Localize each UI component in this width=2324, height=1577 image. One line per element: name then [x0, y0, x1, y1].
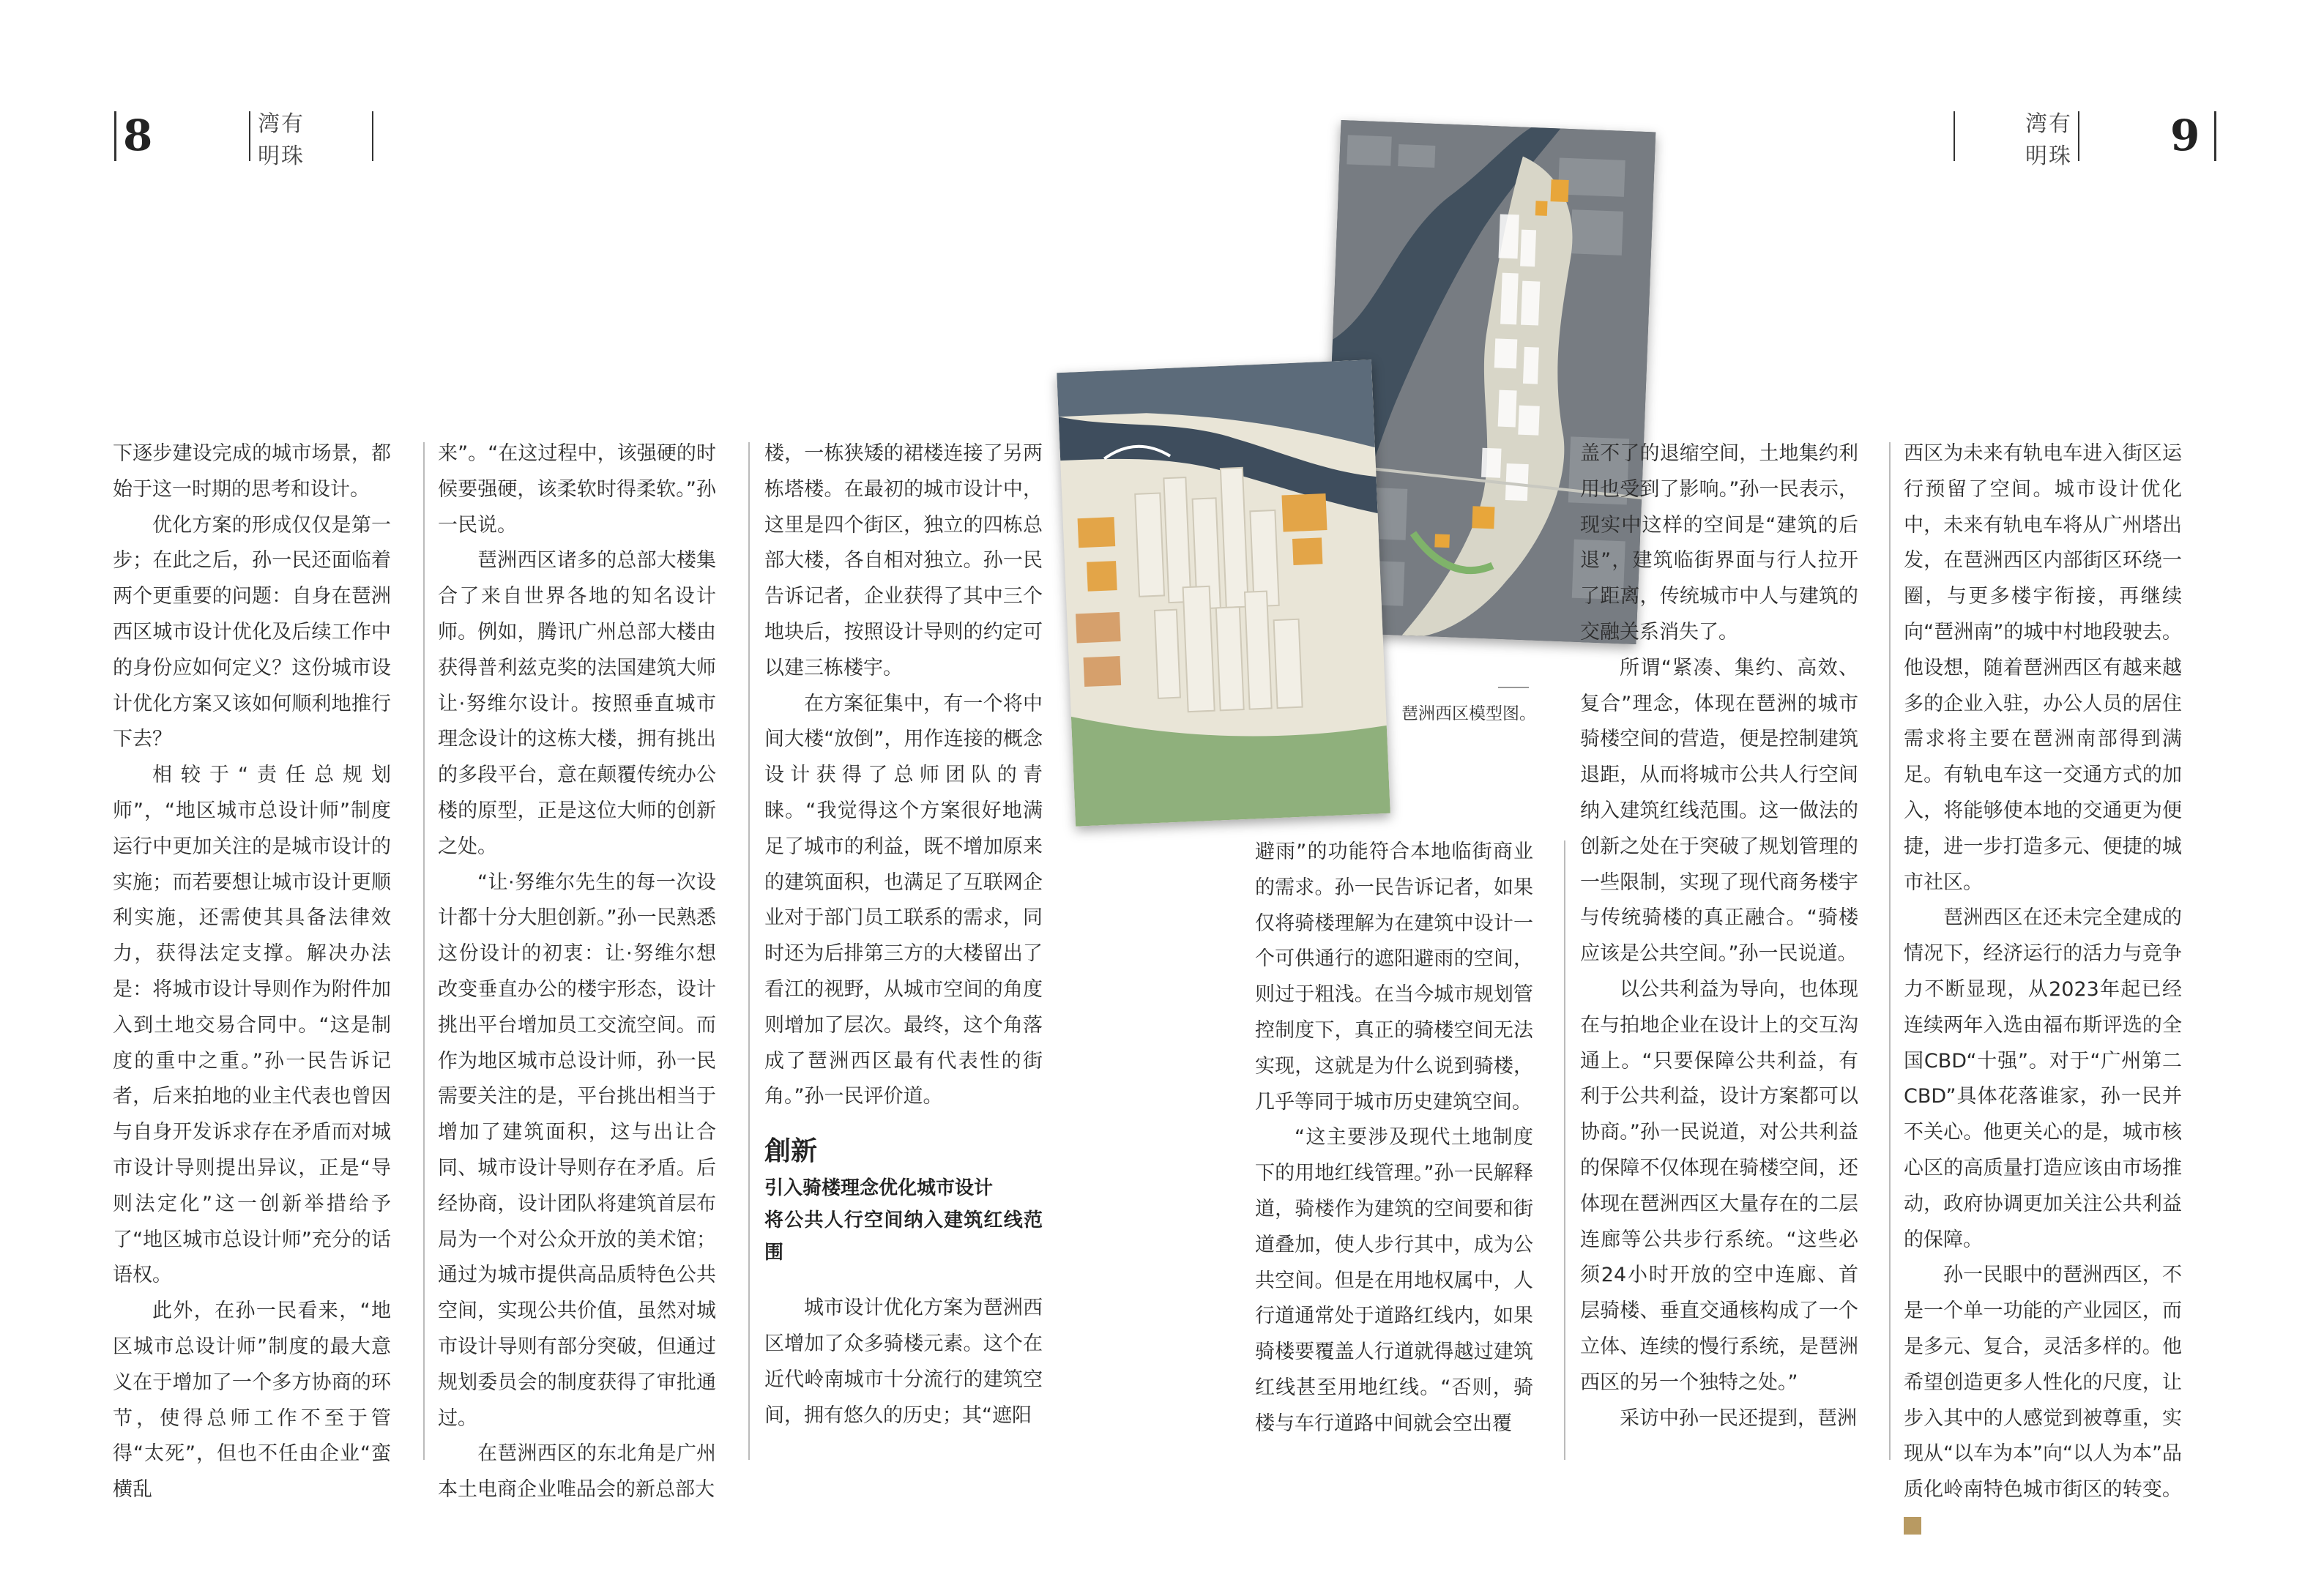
column-separator — [748, 442, 750, 1460]
paragraph: 来”。“在这过程中，该强硬的时候要强硬，该柔软时得柔软。”孙一民说。 — [438, 442, 716, 537]
left-section-end-rule — [372, 111, 373, 161]
article-column-4 — [1255, 835, 1533, 1442]
right-section-start-rule — [1954, 111, 1955, 161]
right-page-rule — [2214, 111, 2216, 161]
paragraph: 相较于“责任总规划师”，“地区城市总设计师”制度运行中更加关注的是城市设计的实施；而若要想让城市设计更顺利实施，还需使其具备法律效力，获得法定支撑。解决办法是：将城市设计导则作为附件加入到土地交易合同中。“这是制度的重中之重。”孙一民告诉记者，后来拍地的业主代表也曾因与自身开发诉求存在矛盾而对城市设计导则提出异议，正是“导则法定化”这一创新举措给予了“地区城市总设计师”充分的话语权。 — [113, 764, 391, 1287]
city-model-photo — [1057, 359, 1390, 826]
article-column-5 — [1580, 436, 1858, 1436]
section-subheading: 将公共人行空间纳入建筑红线范围 — [764, 1209, 1043, 1264]
article-column-1 — [113, 436, 391, 1508]
city-model-illustration — [1057, 359, 1390, 826]
article-column-6 — [1904, 436, 2182, 1544]
left-section-rule — [249, 111, 250, 161]
paragraph: 孙一民眼中的琶洲西区，不是一个单一功能的产业园区，而是多元、复合，灵活多样的。他希望创造更多人性化的尺度，让步入其中的人感觉到被尊重，实现从“以车为本”向“以人为本”品质化岭南特色城市街区的转变。万 — [1904, 1258, 2182, 1543]
column-separator — [1564, 840, 1565, 1460]
left-section-title — [258, 108, 305, 173]
left-section-line1: 湾有 — [258, 111, 305, 137]
paragraph: 城市设计优化方案为琶洲西区增加了众多骑楼元素。这个在近代岭南城市十分流行的建筑空间，拥有悠久的历史；其“遮阳 — [764, 1297, 1043, 1427]
paragraph: 以公共利益为导向，也体现在与拍地企业在设计上的交互沟通上。“只要保障公共利益，有利于公共利益，设计方案都可以协商。”孙一民说道，对公共利益的保障不仅体现在骑楼空间，还体现在琶洲西区大量存在的二层连廊等公共步行系统。“这些必须24小时开放的空中连廊、首层骑楼、垂直交通核构成了一个立体、连续的慢行系统，是琶洲西区的另一个独特之处。” — [1580, 977, 1858, 1394]
paragraph: 在琶洲西区的东北角是广州本土电商企业唯品会的新总部大 — [438, 1442, 716, 1502]
paragraph: “让·努维尔先生的每一次设计都十分大胆创新。”孙一民熟悉这份设计的初衷：让·努维尔想改变垂直办公的楼宇形态，设计挑出平台增加员工交流空间。而作为地区城市总设计师，孙一民需要关注的是，平台挑出相当于增加了建筑面积，这与出让合同、城市设计导则存在矛盾。后经协商，设计团队将建筑首层布局为一个对公众开放的美术馆；通过为城市提供高品质特色公共空间，实现公共价值，虽然对城市设计导则有部分突破，但通过规划委员会的制度获得了审批通过。 — [438, 870, 716, 1430]
right-section-line2: 明珠 — [2025, 143, 2072, 169]
paragraph: 此外，在孙一民看来，“地区城市总设计师”制度的最大意义在于增加了一个多方协商的环节，使得总师工作不至于管得“太死”，但也不任由企业“蛮横乱 — [113, 1300, 391, 1502]
paragraph: 所谓“紧凑、集约、高效、复合”理念，体现在琶洲的城市骑楼空间的营造，便是控制建筑退距，从而将城市公共人行空间纳入建筑红线范围。这一做法的创新之处在于突破了规划管理的一些限制，实现了现代商务楼宇与传统骑楼的真正融合。“骑楼应该是公共空间。”孙一民说道。 — [1580, 656, 1858, 966]
paragraph: 下逐步建设完成的城市场景，都始于这一时期的思考和设计。 — [113, 442, 391, 501]
left-page-rule — [114, 111, 116, 161]
paragraph: 琶洲西区诸多的总部大楼集合了来自世界各地的知名设计师。例如，腾讯广州总部大楼由获得普利兹克奖的法国建筑大师让·努维尔设计。按照垂直城市理念设计的这栋大楼，拥有挑出的多段平台，意在颠覆传统办公楼的原型，正是这位大师的创新之处。 — [438, 549, 716, 858]
paragraph: 楼，一栋狭矮的裙楼连接了另两栋塔楼。在最初的城市设计中，这里是四个街区，独立的四栋总部大楼，各自相对独立。孙一民告诉记者，企业获得了其中三个地块后，按照设计导则的约定可以建三栋楼宇。 — [764, 442, 1043, 679]
end-of-article-mark: 万 — [1904, 1517, 1921, 1535]
column-separator — [1889, 442, 1891, 1460]
article-column-2 — [438, 436, 716, 1508]
paragraph: 盖不了的退缩空间，土地集约利用也受到了影响。”孙一民表示，现实中这样的空间是“建筑的后退”，建筑临街界面与行人拉开了距离，传统城市中人与建筑的交融关系消失了。 — [1580, 442, 1858, 644]
article-column-3 — [764, 436, 1043, 1434]
left-page-number: 8 — [123, 111, 153, 160]
section-subheading: 引入骑楼理念优化城市设计 — [764, 1177, 994, 1200]
paragraph: 在方案征集中，有一个将中间大楼“放倒”，用作连接的概念设计获得了总师团队的青睐。“我觉得这个方案很好地满足了城市的利益，既不增加原来的建筑面积，也满足了互联网企业对于部门员工联系的需求，同时还为后排第三方的大楼留出了看江的视野，从城市空间的角度则增加了层次。最终，这个角落成了琶洲西区最有代表性的街角。”孙一民评价道。 — [764, 692, 1043, 1108]
paragraph: 优化方案的形成仅仅是第一步；在此之后，孙一民还面临着两个更重要的问题：自身在琶洲西区城市设计优化及后续工作中的身份应如何定义？这份城市设计优化方案又该如何顺利地推行下去？ — [113, 513, 391, 751]
left-section-line2: 明珠 — [258, 143, 305, 169]
right-section-line1: 湾有 — [2025, 111, 2072, 137]
section-heading: 創新 — [764, 1136, 818, 1167]
right-page-number: 9 — [2170, 111, 2200, 160]
paragraph: 避雨”的功能符合本地临街商业的需求。孙一民告诉记者，如果仅将骑楼理解为在建筑中设计一个可供通行的遮阳避雨的空间，则过于粗浅。在当今城市规划管控制度下，真正的骑楼空间无法实现，这就是为什么说到骑楼，几乎等同于城市历史建筑空间。 — [1255, 840, 1533, 1114]
paragraph: “这主要涉及现代土地制度下的用地红线管理。”孙一民解释道，骑楼作为建筑的空间要和街道叠加，使人步行其中，成为公共空间。但是在用地权属中，人行道通常处于道路红线内，如果骑楼要覆盖人行道就得越过建筑红线甚至用地红线。“否则，骑楼与车行道路中间就会空出覆 — [1255, 1126, 1533, 1435]
photo-caption: 琶洲西区模型图。 — [1401, 704, 1536, 723]
paragraph: 琶洲西区在还未完全建成的情况下，经济运行的活力与竞争力不断显现，从2023年起已经连续两年入选由福布斯评选的全国CBD“十强”。对于“广州第二CBD”具体花落谁家，孙一民并不关心。他更关心的是，城市核心区的高质量打造应该由市场推动，政府协调更加关注公共利益的保障。 — [1904, 906, 2182, 1251]
right-section-title — [2016, 108, 2072, 173]
paragraph: 采访中孙一民还提到，琶洲 — [1620, 1406, 1857, 1430]
spacer — [764, 1269, 1043, 1291]
right-section-rule — [2078, 111, 2079, 161]
column-separator — [423, 442, 425, 1460]
caption-rule — [1498, 687, 1529, 688]
paragraph: 西区为未来有轨电车进入街区运行预留了空间。城市设计优化中，未来有轨电车将从广州塔出发，在琶洲西区内部街区环绕一圈，与更多楼宇衔接，再继续向“琶洲南”的城中村地段驶去。他设想，随着琶洲西区有越来越多的企业入驻，办公人员的居住需求将主要在琶洲南部得到满足。有轨电车这一交通方式的加入，将能够使本地的交通更为便捷，进一步打造多元、便捷的城市社区。 — [1904, 442, 2182, 894]
